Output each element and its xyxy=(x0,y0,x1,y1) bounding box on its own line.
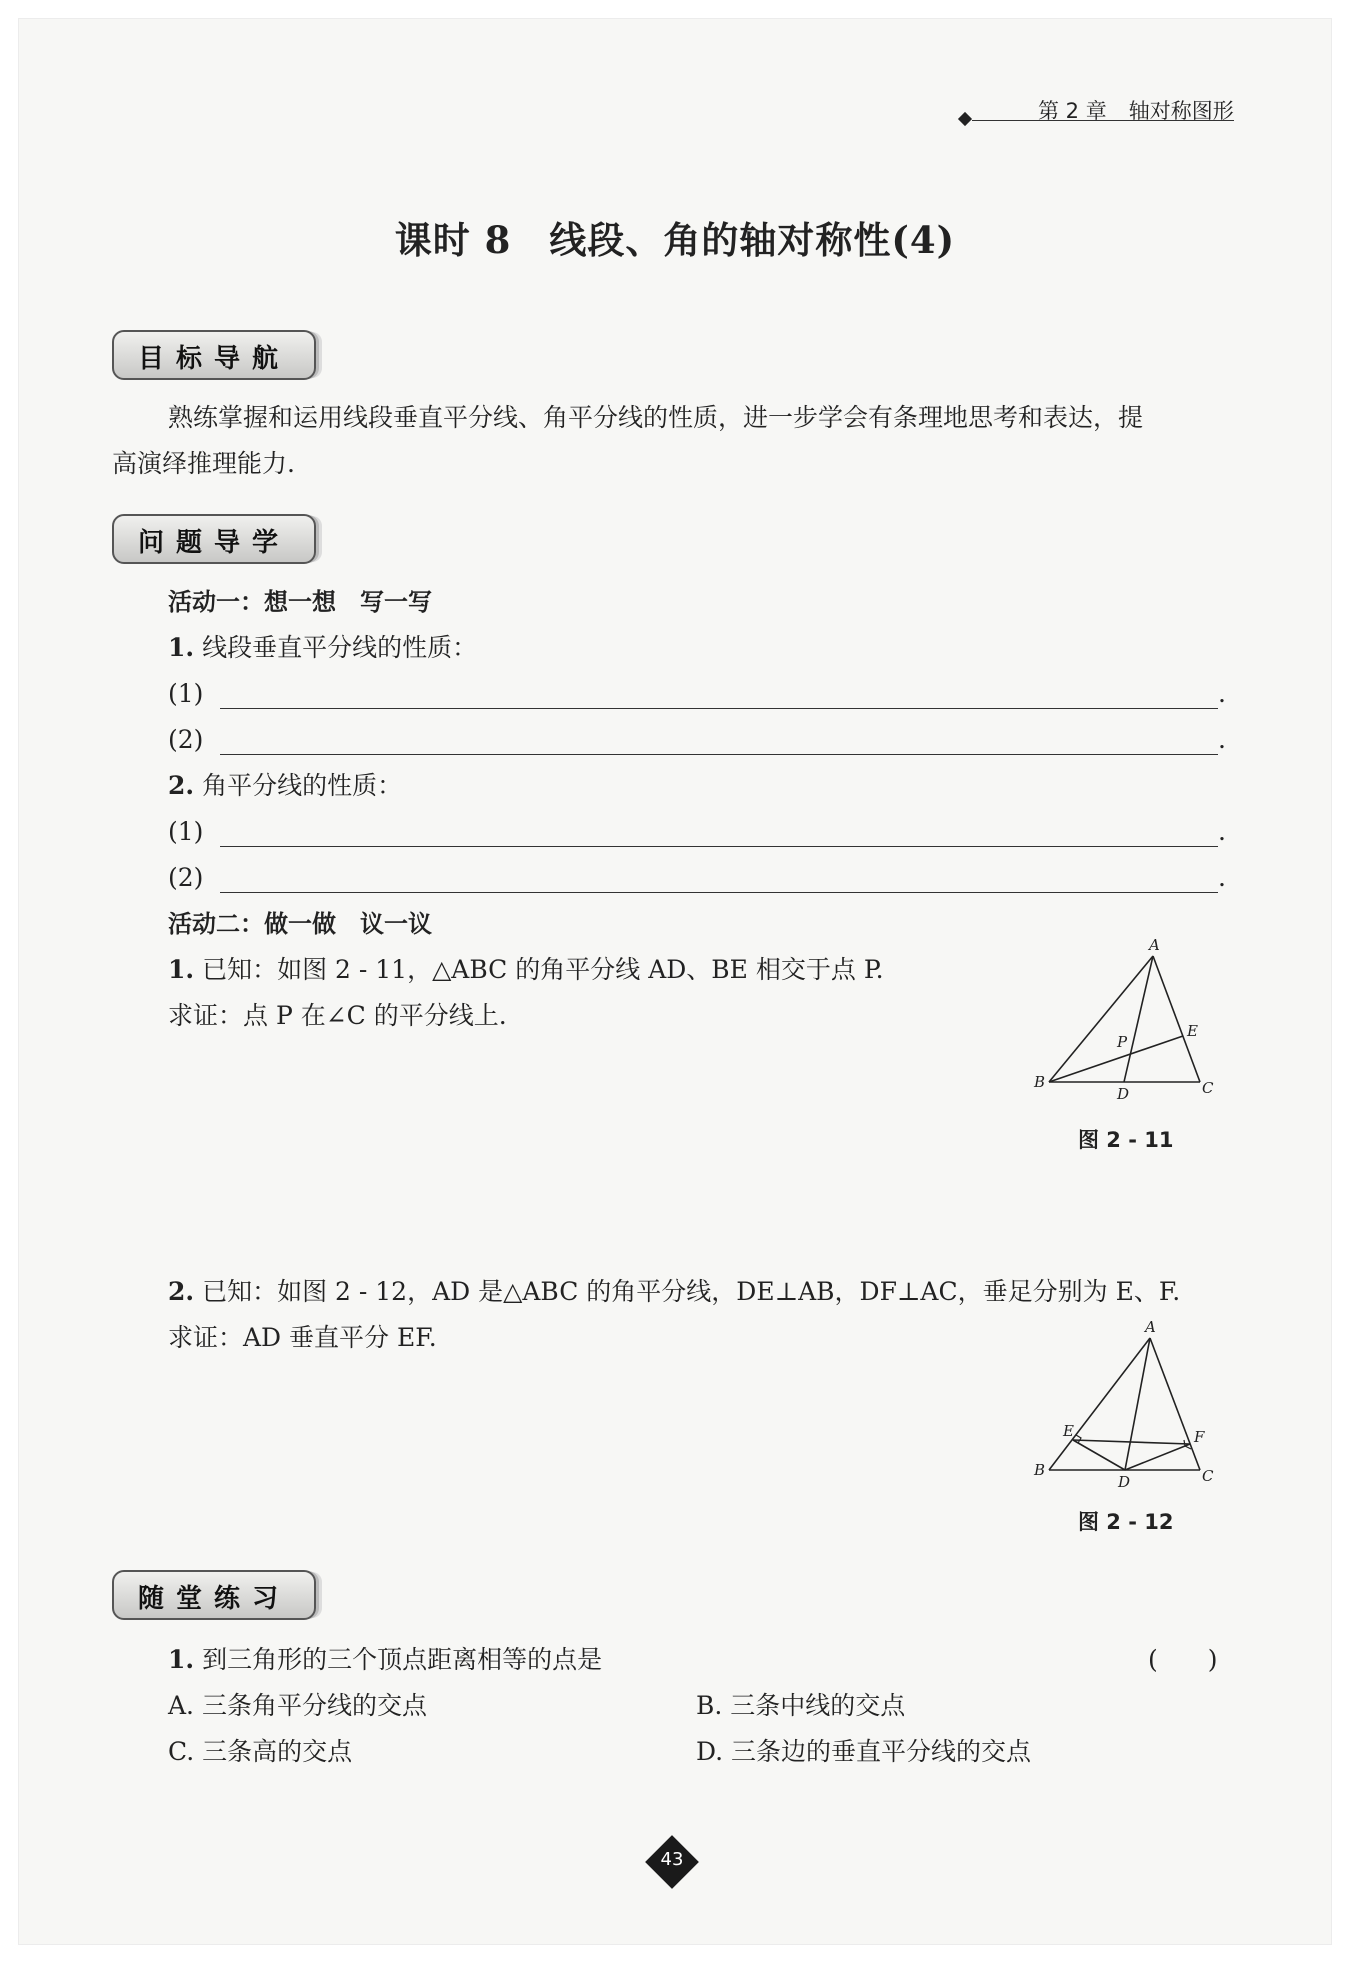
option-b[interactable]: B. 三条中线的交点 xyxy=(696,1691,906,1720)
section-badge-guide xyxy=(112,514,316,564)
question-number: 2. xyxy=(168,771,195,800)
goal-text-line1: 熟练掌握和运用线段垂直平分线、角平分线的性质，进一步学会有条理地思考和表达，提 xyxy=(168,403,1144,432)
label-c: C xyxy=(1202,1467,1214,1485)
label-b: B xyxy=(1034,1461,1046,1479)
question-number: 1. xyxy=(168,633,195,662)
question-text: 角平分线的性质： xyxy=(202,771,403,800)
chapter-title: 轴对称图形 xyxy=(1128,99,1234,123)
line-period: . xyxy=(1218,863,1226,892)
option-c[interactable]: C. 三条高的交点 xyxy=(168,1737,353,1766)
problem2-line1 xyxy=(168,1270,1180,1314)
answer-parentheses[interactable]: ( ) xyxy=(1148,1645,1218,1674)
question-text: 到三角形的三个顶点距离相等的点是 xyxy=(202,1645,603,1674)
problem2-line2: 求证：AD 垂直平分 EF. xyxy=(168,1323,437,1352)
lesson-title: 课时 8 线段、角的轴对称性(4) xyxy=(394,218,956,262)
question-text: 线段垂直平分线的性质： xyxy=(202,633,478,662)
activity2-title: 活动二：做一做 议一议 xyxy=(168,910,432,938)
page-number: 43 xyxy=(660,1849,684,1870)
segment-de xyxy=(1073,1440,1125,1470)
section-label-practice: 随堂练习 xyxy=(137,1584,290,1614)
activity1-question1 xyxy=(168,626,477,670)
line-period: . xyxy=(1218,817,1226,846)
label-c: C xyxy=(1202,1079,1214,1097)
label-b: B xyxy=(1034,1073,1046,1091)
blank-label: (1) xyxy=(168,817,204,846)
header-rule xyxy=(972,120,1234,121)
section-label-goal: 目标导航 xyxy=(137,344,290,374)
line-period: . xyxy=(1218,679,1226,708)
figure-2-12 xyxy=(1025,1318,1235,1488)
question-number: 1. xyxy=(168,1645,195,1674)
section-badge-practice xyxy=(112,1570,316,1620)
option-d[interactable]: D. 三条边的垂直平分线的交点 xyxy=(696,1737,1032,1766)
problem1-line1 xyxy=(168,948,884,992)
line-period: . xyxy=(1218,725,1226,754)
label-e: E xyxy=(1187,1022,1198,1040)
figure-2-11 xyxy=(1025,930,1235,1100)
problem1-line2: 求证：点 P 在∠C 的平分线上. xyxy=(168,1001,507,1030)
side-ab xyxy=(1049,1338,1150,1470)
label-f: F xyxy=(1194,1428,1205,1446)
goal-text-line2: 高演绎推理能力. xyxy=(112,449,295,478)
chapter-number: 第 2 章 xyxy=(1038,99,1107,123)
blank-label: (1) xyxy=(168,679,204,708)
bisector-ad xyxy=(1125,1338,1150,1470)
bisector-ad xyxy=(1124,956,1153,1082)
problem-number: 1. xyxy=(168,955,195,984)
label-p: P xyxy=(1117,1033,1128,1051)
blank-label: (2) xyxy=(168,863,204,892)
answer-line[interactable] xyxy=(220,754,1218,755)
side-ab xyxy=(1049,956,1153,1082)
figure-2-11-caption: 图 2 - 11 xyxy=(1078,1128,1174,1152)
bisector-be xyxy=(1049,1036,1183,1082)
label-a: A xyxy=(1149,936,1160,954)
figure-2-12-caption: 图 2 - 12 xyxy=(1078,1510,1174,1534)
answer-line[interactable] xyxy=(220,708,1218,709)
activity1-question2 xyxy=(168,764,402,808)
problem-text: 已知：如图 2 - 12，AD 是△ABC 的角平分线，DE⊥AB，DF⊥AC，垂足分别为 E、F. xyxy=(202,1277,1181,1306)
label-d: D xyxy=(1118,1473,1131,1488)
section-badge-goal xyxy=(112,330,316,380)
side-ac xyxy=(1153,956,1200,1082)
blank-label: (2) xyxy=(168,725,204,754)
label-d: D xyxy=(1117,1085,1130,1100)
practice-question1 xyxy=(168,1638,602,1682)
label-e: E xyxy=(1063,1422,1074,1440)
answer-line[interactable] xyxy=(220,892,1218,893)
activity1-title: 活动一：想一想 写一写 xyxy=(168,588,432,616)
option-a[interactable]: A. 三条角平分线的交点 xyxy=(168,1691,427,1720)
answer-line[interactable] xyxy=(220,846,1218,847)
label-a: A xyxy=(1145,1318,1156,1336)
problem-number: 2. xyxy=(168,1277,195,1306)
segment-df xyxy=(1125,1444,1190,1470)
problem-text: 已知：如图 2 - 11，△ABC 的角平分线 AD、BE 相交于点 P. xyxy=(202,955,884,984)
section-label-guide: 问题导学 xyxy=(137,528,290,558)
segment-ef xyxy=(1073,1440,1190,1444)
